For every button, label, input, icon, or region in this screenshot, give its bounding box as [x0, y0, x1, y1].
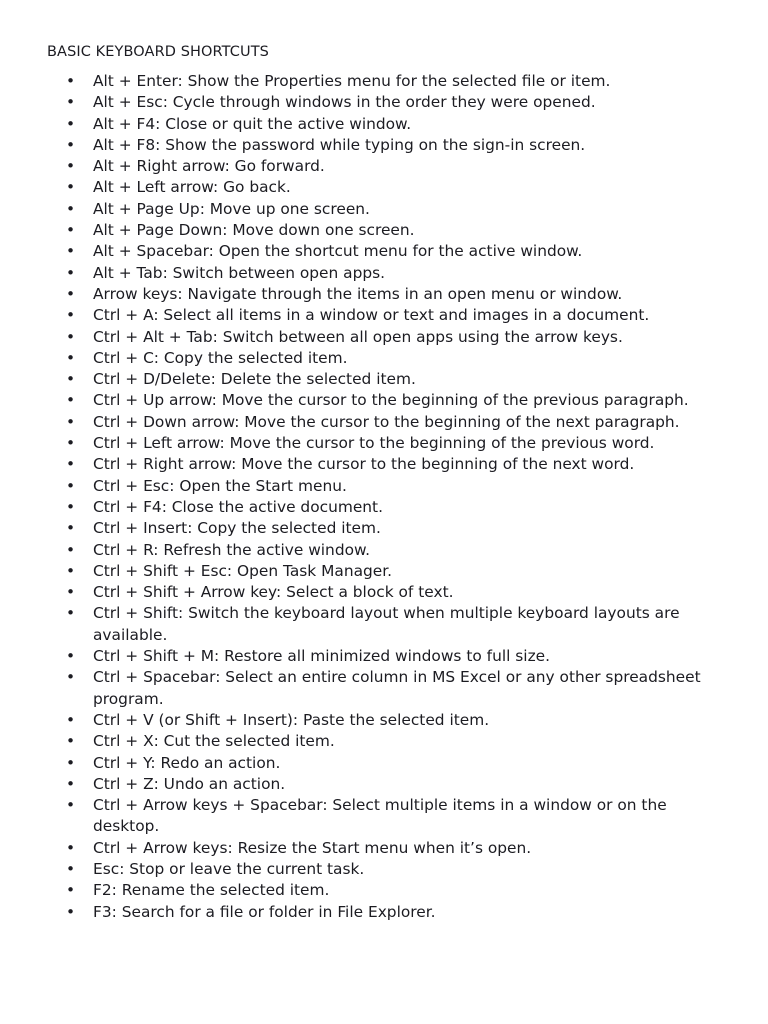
- shortcut-text: Ctrl + Arrow keys: Resize the Start menu when it’s open.: [93, 838, 532, 857]
- list-item: [0, 518, 733, 539]
- shortcut-text: Ctrl + Alt + Tab: Switch between all open apps using the arrow keys.: [93, 327, 623, 346]
- shortcut-text: Ctrl + R: Refresh the active window.: [93, 540, 371, 559]
- bullet-icon: •: [66, 583, 76, 602]
- bullet-icon: •: [66, 178, 76, 197]
- list-item: [0, 859, 733, 880]
- bullet-icon: •: [66, 497, 76, 516]
- shortcut-text: Ctrl + Left arrow: Move the cursor to the beginning of the previous word.: [93, 434, 655, 453]
- shortcut-text: Alt + Right arrow: Go forward.: [93, 157, 325, 176]
- bullet-icon: •: [66, 327, 76, 346]
- bullet-icon: •: [66, 242, 76, 261]
- shortcut-text: Alt + Spacebar: Open the shortcut menu for the active window.: [93, 242, 583, 261]
- shortcut-text: Ctrl + D/Delete: Delete the selected item.: [93, 370, 416, 389]
- bullet-icon: •: [66, 263, 76, 282]
- shortcut-text: Ctrl + Up arrow: Move the cursor to the beginning of the previous paragraph.: [93, 391, 689, 410]
- shortcut-list: [0, 71, 768, 923]
- shortcut-text: Ctrl + Y: Redo an action.: [93, 753, 281, 772]
- bullet-icon: •: [66, 221, 76, 240]
- bullet-icon: •: [66, 732, 76, 751]
- list-item: [0, 348, 733, 369]
- bullet-icon: •: [66, 455, 76, 474]
- bullet-icon: •: [66, 348, 76, 367]
- list-item: [0, 156, 733, 177]
- bullet-icon: •: [66, 604, 76, 623]
- shortcut-text: Ctrl + Shift: Switch the keyboard layout when multiple keyboard layouts are available.: [93, 604, 680, 644]
- shortcut-text: Ctrl + Down arrow: Move the cursor to the beginning of the next paragraph.: [93, 412, 680, 431]
- list-item: [0, 305, 733, 326]
- list-item: [0, 774, 733, 795]
- bullet-icon: •: [66, 668, 76, 687]
- list-item: [0, 667, 733, 710]
- bullet-icon: •: [66, 157, 76, 176]
- bullet-icon: •: [66, 796, 76, 815]
- list-item: [0, 731, 733, 752]
- list-item: [0, 284, 733, 305]
- bullet-icon: •: [66, 284, 76, 303]
- shortcut-text: F2: Rename the selected item.: [93, 881, 330, 900]
- list-item: [0, 369, 733, 390]
- shortcut-text: Ctrl + Shift + M: Restore all minimized windows to full size.: [93, 647, 551, 666]
- shortcut-text: Ctrl + Z: Undo an action.: [93, 774, 286, 793]
- shortcut-text: Ctrl + Arrow keys + Spacebar: Select multiple items in a window or on the desktop.: [93, 796, 667, 836]
- shortcut-text: Alt + Left arrow: Go back.: [93, 178, 291, 197]
- shortcut-text: Arrow keys: Navigate through the items in an open menu or window.: [93, 284, 623, 303]
- list-item: [0, 476, 733, 497]
- list-item: [0, 263, 733, 284]
- shortcut-text: Ctrl + V (or Shift + Insert): Paste the selected item.: [93, 710, 490, 729]
- list-item: [0, 135, 733, 156]
- shortcut-text: Ctrl + A: Select all items in a window or text and images in a document.: [93, 306, 650, 325]
- list-item: [0, 454, 733, 475]
- bullet-icon: •: [66, 370, 76, 389]
- bullet-icon: •: [66, 434, 76, 453]
- list-item: [0, 838, 733, 859]
- bullet-icon: •: [66, 859, 76, 878]
- shortcut-text: Ctrl + F4: Close the active document.: [93, 497, 383, 516]
- bullet-icon: •: [66, 881, 76, 900]
- shortcut-text: Alt + Enter: Show the Properties menu for the selected file or item.: [93, 72, 611, 90]
- list-item: [0, 241, 733, 262]
- shortcut-text: Esc: Stop or leave the current task.: [93, 859, 365, 878]
- bullet-icon: •: [66, 93, 76, 112]
- bullet-icon: •: [66, 114, 76, 133]
- document-title: BASIC KEYBOARD SHORTCUTS: [47, 44, 269, 60]
- bullet-icon: •: [66, 710, 76, 729]
- list-item: [0, 646, 733, 667]
- shortcut-text: Ctrl + C: Copy the selected item.: [93, 348, 348, 367]
- list-item: [0, 540, 733, 561]
- list-item: [0, 220, 733, 241]
- shortcut-text: Alt + Esc: Cycle through windows in the order they were opened.: [93, 93, 596, 112]
- list-item: [0, 795, 733, 838]
- list-item: [0, 753, 733, 774]
- bullet-icon: •: [66, 753, 76, 772]
- shortcut-text: Ctrl + Spacebar: Select an entire column in MS Excel or any other spreadsheet program.: [93, 668, 701, 708]
- list-item: [0, 902, 733, 923]
- list-item: [0, 412, 733, 433]
- shortcut-text: Alt + F4: Close or quit the active window.: [93, 114, 412, 133]
- shortcut-text: Alt + F8: Show the password while typing on the sign-in screen.: [93, 135, 586, 154]
- shortcut-text: Alt + Page Up: Move up one screen.: [93, 199, 370, 218]
- shortcut-text: Ctrl + X: Cut the selected item.: [93, 732, 335, 751]
- list-item: [0, 880, 733, 901]
- list-item: [0, 71, 733, 92]
- list-item: [0, 92, 733, 113]
- bullet-icon: •: [66, 647, 76, 666]
- bullet-icon: •: [66, 774, 76, 793]
- bullet-icon: •: [66, 135, 76, 154]
- bullet-icon: •: [66, 540, 76, 559]
- shortcut-text: Ctrl + Insert: Copy the selected item.: [93, 519, 381, 538]
- bullet-icon: •: [66, 306, 76, 325]
- list-item: [0, 390, 733, 411]
- list-item: [0, 497, 733, 518]
- bullet-icon: •: [66, 519, 76, 538]
- bullet-icon: •: [66, 412, 76, 431]
- list-item: [0, 433, 733, 454]
- list-item: [0, 327, 733, 348]
- bullet-icon: •: [66, 902, 76, 921]
- list-item: [0, 114, 733, 135]
- shortcut-text: F3: Search for a file or folder in File Explorer.: [93, 902, 436, 921]
- bullet-icon: •: [66, 561, 76, 580]
- list-item: [0, 561, 733, 582]
- list-item: [0, 710, 733, 731]
- list-item: [0, 177, 733, 198]
- shortcut-text: Ctrl + Shift + Arrow key: Select a block of text.: [93, 583, 454, 602]
- bullet-icon: •: [66, 199, 76, 218]
- list-item: [0, 199, 733, 220]
- bullet-icon: •: [66, 476, 76, 495]
- bullet-icon: •: [66, 72, 76, 90]
- shortcut-text: Ctrl + Right arrow: Move the cursor to the beginning of the next word.: [93, 455, 635, 474]
- shortcut-text: Alt + Page Down: Move down one screen.: [93, 221, 415, 240]
- list-item: [0, 603, 733, 646]
- list-item: [0, 582, 733, 603]
- shortcut-text: Ctrl + Shift + Esc: Open Task Manager.: [93, 561, 393, 580]
- bullet-icon: •: [66, 391, 76, 410]
- shortcut-text: Ctrl + Esc: Open the Start menu.: [93, 476, 347, 495]
- bullet-icon: •: [66, 838, 76, 857]
- shortcut-text: Alt + Tab: Switch between open apps.: [93, 263, 386, 282]
